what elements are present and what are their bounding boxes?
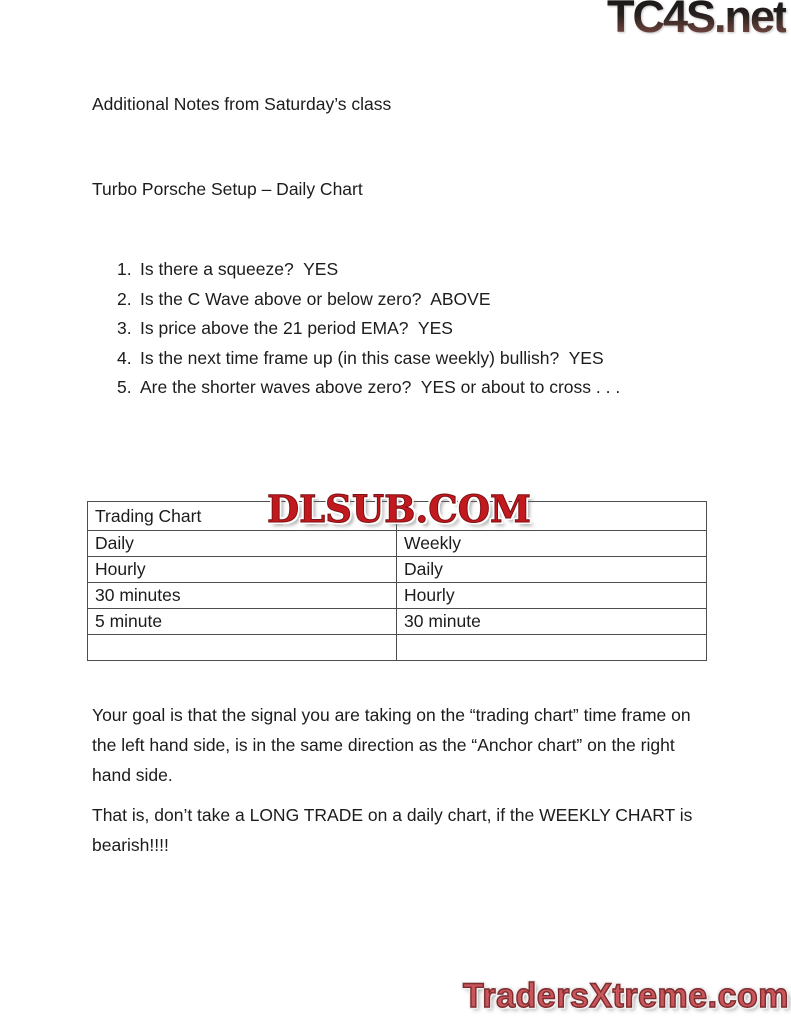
table-cell (88, 635, 397, 661)
list-item-text: Is price above the 21 period EMA? YES (140, 318, 453, 339)
table-cell: 30 minute (397, 609, 707, 635)
table-cell: Trading Chart (88, 502, 397, 531)
checklist-item (92, 373, 620, 403)
setup-title: Turbo Porsche Setup – Daily Chart (92, 179, 363, 199)
checklist-item (92, 314, 620, 344)
table-cell: Hourly (397, 583, 707, 609)
list-item-number: 3. (117, 318, 132, 339)
table-cell (397, 635, 707, 661)
list-item-number: 2. (117, 288, 132, 309)
timeframe-table-wrap (87, 487, 706, 661)
table-cell: 5 minute (88, 609, 397, 635)
dlsub-watermark: DLSUB.COM (267, 487, 531, 531)
checklist (92, 255, 620, 403)
list-item-number: 5. (117, 377, 132, 398)
table-row (88, 635, 707, 661)
list-item-number: 1. (117, 259, 132, 280)
warning-paragraph: That is, don’t take a LONG TRADE on a daily chart, if the WEEKLY CHART is bearish!!!! (92, 805, 698, 855)
goal-paragraph: Your goal is that the signal you are taking on the “trading chart” time frame on the left hand side, is in the same direction as the “Anchor chart” on the right hand side. (92, 705, 696, 785)
table-cell: Weekly (397, 531, 707, 557)
table-cell: Hourly (88, 557, 397, 583)
tradersxtreme-logo: TradersXtreme.com (463, 977, 789, 1015)
tc4s-logo: TC4S.net (607, 0, 786, 43)
checklist-item (92, 344, 620, 374)
table-cell: Daily (88, 531, 397, 557)
intro-line: Additional Notes from Saturday’s class (92, 94, 392, 114)
list-item-text: Is the next time frame up (in this case weekly) bullish? YES (140, 347, 604, 368)
list-item-text: Is there a squeeze? YES (140, 259, 339, 280)
table-row (88, 557, 707, 583)
table-row (88, 531, 707, 557)
checklist-item (92, 255, 620, 285)
list-item-text: Is the C Wave above or below zero? ABOVE (140, 288, 491, 309)
table-cell: Daily (397, 557, 707, 583)
checklist-item (92, 285, 620, 315)
table-cell: 30 minutes (88, 583, 397, 609)
list-item-text: Are the shorter waves above zero? YES or about to cross . . . (140, 377, 621, 398)
table-row (88, 583, 707, 609)
list-item-number: 4. (117, 347, 132, 368)
table-row (88, 609, 707, 635)
